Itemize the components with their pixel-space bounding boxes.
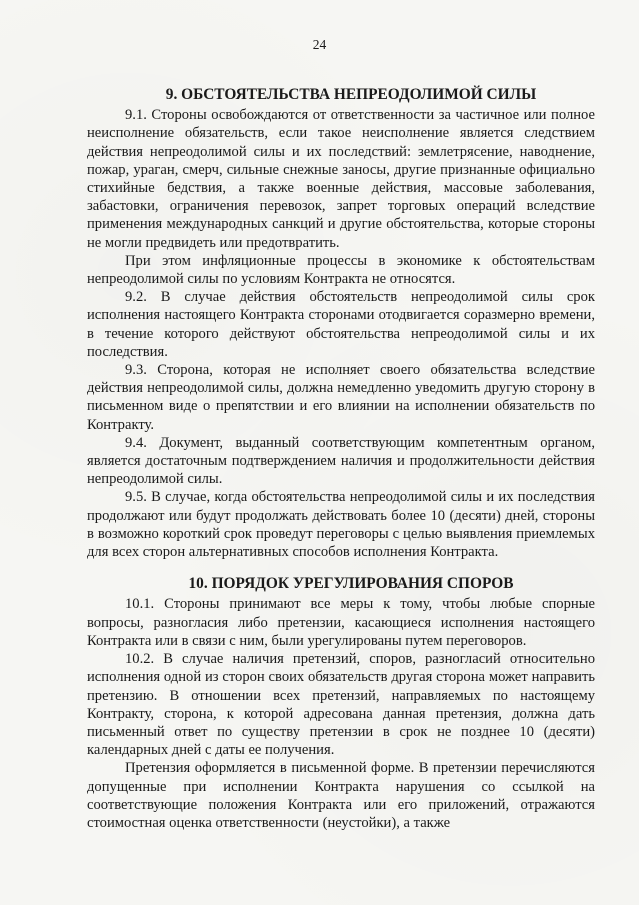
paragraph-9-2: 9.2. В случае действия обстоятельств непреодолимой силы срок исполнения настоящего Контракта сторонами отодвигается соразмерно времени, в течение которого действуют обстоятельства непреодолимой силы и их последствия. <box>87 289 595 360</box>
paragraph-9-5: 9.5. В случае, когда обстоятельства непреодолимой силы и их последствия продолжают или будут продолжать действовать более 10 (десяти) дней, стороны в возможно короткий срок проведут переговоры с целью выявления приемлемых для всех сторон альтернативных способов исполнения Контракта. <box>87 489 595 561</box>
paragraph-9-4: 9.4. Документ, выданный соответствующим компетентным органом, является достаточным подтверждением наличия и продолжительности действия непреодолимой силы. <box>87 434 595 488</box>
paragraph-10-1: 10.1. Стороны принимают все меры к тому, чтобы любые спорные вопросы, разногласия либо претензии, касающиеся исполнения настоящего Контракта или в связи с ним, были урегулированы путем переговоров. <box>87 596 595 649</box>
page-number: 24 <box>312 37 327 52</box>
section-9-heading: 9. ОБСТОЯТЕЛЬСТВА НЕПРЕОДОЛИМОЙ СИЛЫ <box>165 86 537 103</box>
paragraph-10-2-claim: Претензия оформляется в письменной форме. В претензии перечисляются допущенные при исполнении Контракта нарушения со ссылкой на соответствующие положения Контракта или его приложений, отражаются стоимостная оценка ответственности (неустойки), а также <box>87 760 595 831</box>
document-body <box>87 86 595 832</box>
paragraph-10-2: 10.2. В случае наличия претензий, споров, разногласий относительно исполнения одной из сторон своих обязательств другая сторона может направить претензию. В отношении всех претензий, направляемых по настоящему Контракту, сторона, к которой адресована данная претензия, должна дать письменный ответ по существу претензии в срок не позднее 10 (десяти) календарных дней с даты ее получения. <box>87 651 595 759</box>
paragraph-9-1: 9.1. Стороны освобождаются от ответственности за частичное или полное неисполнение обязательств, если такое неисполнение является следствием действия непреодолимой силы и их последствий: землетрясение, наводнение, пожар, ураган, смерч, сильные снежные заносы, другие признанные официально стихийные бедствия, а также военные действия, массовые заболевания, забастовки, ограничения перевозок, запрет торговых операций вследствие применения международных санкций и другие обстоятельства, которые стороны не могли предвидеть или предотвратить. <box>87 107 595 251</box>
section-10-heading: 10. ПОРЯДОК УРЕГУЛИРОВАНИЯ СПОРОВ <box>188 575 514 593</box>
paragraph-9-3: 9.3. Сторона, которая не исполняет своего обязательства вследствие действия непреодолимой силы, должна немедленно уведомить другую сторону в письменном виде о препятствии и его влиянии на исполнении обязательств по Контракту. <box>87 362 595 433</box>
paragraph-9-1-note: При этом инфляционные процессы в экономике к обстоятельствам непреодолимой силы по условиям Контракта не относятся. <box>87 252 595 288</box>
